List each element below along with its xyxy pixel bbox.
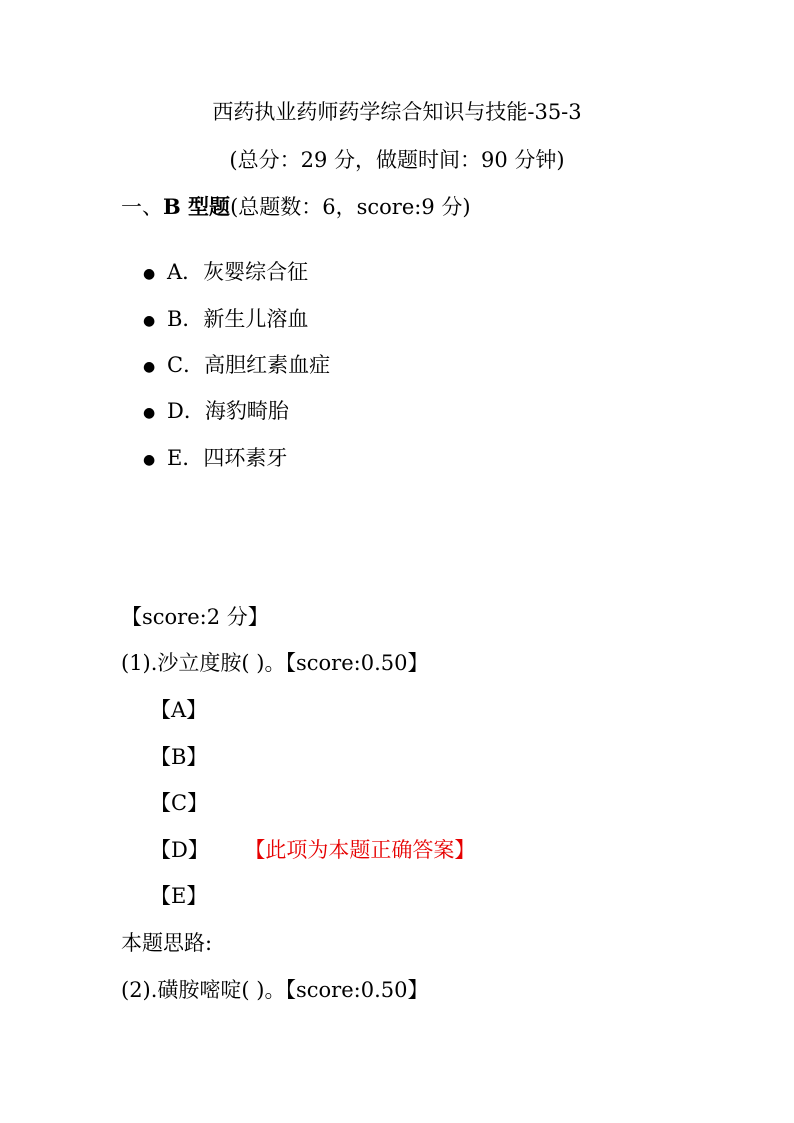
question-1: (1).沙立度胺( )。【score:0.50】 bbox=[121, 651, 429, 675]
option-label: E．四环素牙 bbox=[167, 446, 288, 470]
group-score: 【score:2 分】 bbox=[121, 605, 269, 629]
section-name: B 型题 bbox=[163, 194, 231, 219]
option-item-c bbox=[143, 355, 330, 376]
correct-answer-note: 【此项为本题正确答案】 bbox=[254, 838, 476, 862]
answer-option-e[interactable]: 【E】 bbox=[150, 884, 208, 908]
option-label: B．新生儿溶血 bbox=[167, 307, 309, 331]
answer-option-d[interactable]: 【D】 bbox=[150, 838, 209, 862]
option-label: C．高胆红素血症 bbox=[167, 353, 331, 377]
section-info: (总题数：6，score:9 分) bbox=[230, 195, 471, 219]
option-item-e bbox=[143, 448, 287, 469]
answer-option-b[interactable]: 【B】 bbox=[150, 745, 208, 769]
option-item-d bbox=[143, 401, 289, 422]
section-prefix: 一、 bbox=[121, 195, 163, 219]
answer-option-a[interactable]: 【A】 bbox=[150, 698, 208, 722]
bullet-icon: ● bbox=[143, 451, 156, 468]
bullet-icon: ● bbox=[143, 312, 156, 329]
bullet-icon: ● bbox=[143, 265, 156, 282]
option-label: A．灰婴综合征 bbox=[167, 260, 309, 284]
option-item-b bbox=[143, 309, 308, 330]
bullet-icon: ● bbox=[143, 358, 156, 375]
section-heading bbox=[121, 196, 471, 218]
answer-option-c[interactable]: 【C】 bbox=[150, 791, 209, 815]
page-title: 西药执业药师药学综合知识与技能-35-3 bbox=[212, 100, 582, 124]
option-item-a bbox=[143, 262, 308, 283]
question-2: (2).磺胺嘧啶( )。【score:0.50】 bbox=[121, 978, 429, 1002]
exam-info: (总分：29 分，做题时间：90 分钟) bbox=[229, 148, 565, 172]
bullet-icon: ● bbox=[143, 404, 156, 421]
option-label: D．海豹畸胎 bbox=[167, 399, 289, 423]
explanation-label: 本题思路: bbox=[121, 931, 213, 955]
answer-option-d-row bbox=[150, 840, 475, 861]
